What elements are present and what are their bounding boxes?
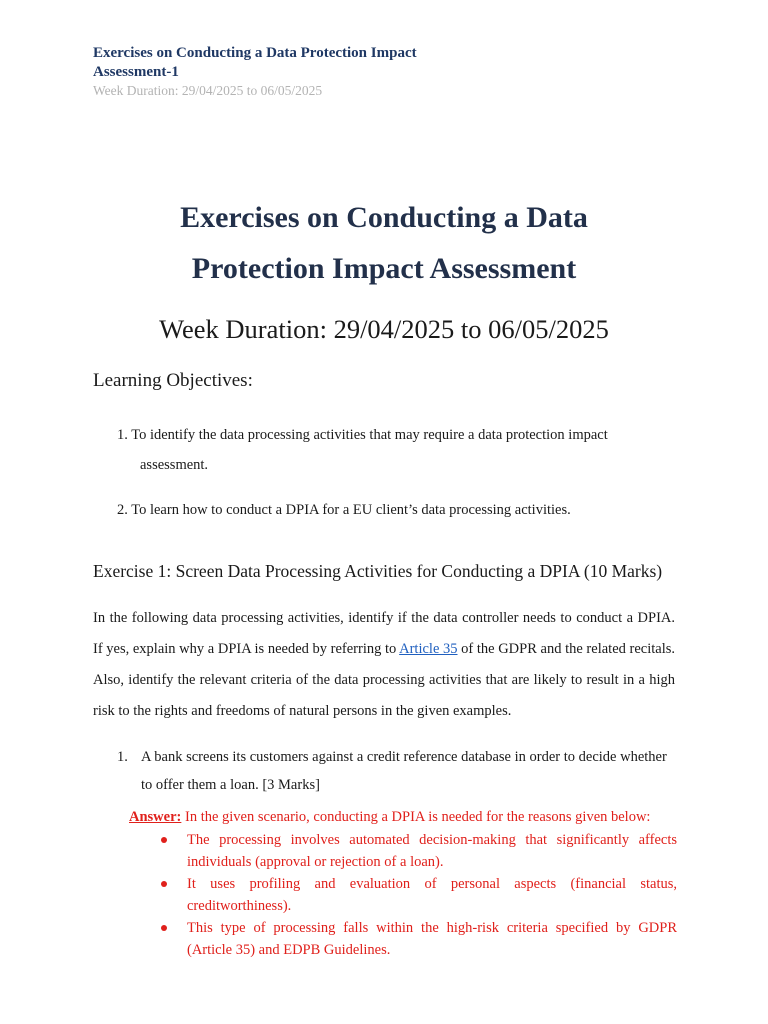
objective-1 bbox=[117, 420, 677, 450]
answer-bullet-text: The processing involves automated decision-making that significantly affects individuals (approval or rejection of a loan). bbox=[187, 832, 677, 870]
objective-number: 2. bbox=[117, 502, 128, 518]
bullet-icon bbox=[161, 837, 167, 843]
bullet-icon bbox=[161, 925, 167, 931]
intro-text-before-link: In the following data processing activities, identify if the data controller needs to conduct a DPIA. If yes, explain why a DPIA is needed by referring to bbox=[93, 610, 675, 657]
answer-label: Answer: bbox=[129, 809, 182, 825]
answer-lead: In the given scenario, conducting a DPIA is needed for the reasons given below: bbox=[181, 809, 651, 825]
article-35-link[interactable]: Article 35 bbox=[399, 641, 458, 657]
learning-objectives-heading: Learning Objectives: bbox=[93, 370, 253, 391]
page-title-line2: Protection Impact Assessment bbox=[191, 252, 577, 285]
objective-number: 1. bbox=[117, 427, 128, 443]
answer-bullet-text: This type of processing falls within the high-risk criteria specified by GDPR (Article 35) and EDPB Guidelines. bbox=[187, 920, 677, 958]
answer-bullet bbox=[129, 917, 677, 961]
answer-bullet-text: It uses profiling and evaluation of personal aspects (financial status, creditworthiness). bbox=[187, 876, 677, 914]
running-header-title-line1: Exercises on Conducting a Data Protection Impact bbox=[93, 45, 417, 61]
answer-bullet bbox=[129, 829, 677, 873]
intro-text-after-link: of the GDPR and the related recitals. Also, identify the relevant criteria of the data processing activities that are likely to result in a high risk to the rights and freedoms of natural persons in the given examples. bbox=[93, 641, 675, 719]
answer-block bbox=[129, 807, 677, 961]
objective-text: To identify the data processing activities that may require a data protection impact bbox=[131, 427, 608, 443]
answer-intro bbox=[129, 807, 677, 827]
exercise-intro bbox=[93, 603, 675, 727]
week-duration: Week Duration: 29/04/2025 to 06/05/2025 bbox=[159, 314, 609, 344]
question-text: A bank screens its customers against a credit reference database in order to decide whether to offer them a loan. [3 Marks] bbox=[141, 749, 667, 793]
objective-2 bbox=[117, 495, 677, 525]
bullet-icon bbox=[161, 881, 167, 887]
page-title bbox=[0, 192, 768, 294]
exercise-heading: Exercise 1: Screen Data Processing Activities for Conducting a DPIA (10 Marks) bbox=[93, 561, 663, 581]
answer-bullet bbox=[129, 873, 677, 917]
objective-text: To learn how to conduct a DPIA for a EU client’s data processing activities. bbox=[131, 502, 571, 518]
running-header-subtitle: Week Duration: 29/04/2025 to 06/05/2025 bbox=[93, 83, 323, 98]
page-title-line1: Exercises on Conducting a Data bbox=[180, 201, 588, 234]
running-header bbox=[93, 44, 693, 100]
question-number: 1. bbox=[117, 749, 128, 765]
answer-bullet-list bbox=[129, 829, 677, 961]
objective-1-continuation: assessment. bbox=[140, 457, 209, 473]
running-header-title-line2: Assessment-1 bbox=[93, 64, 179, 80]
